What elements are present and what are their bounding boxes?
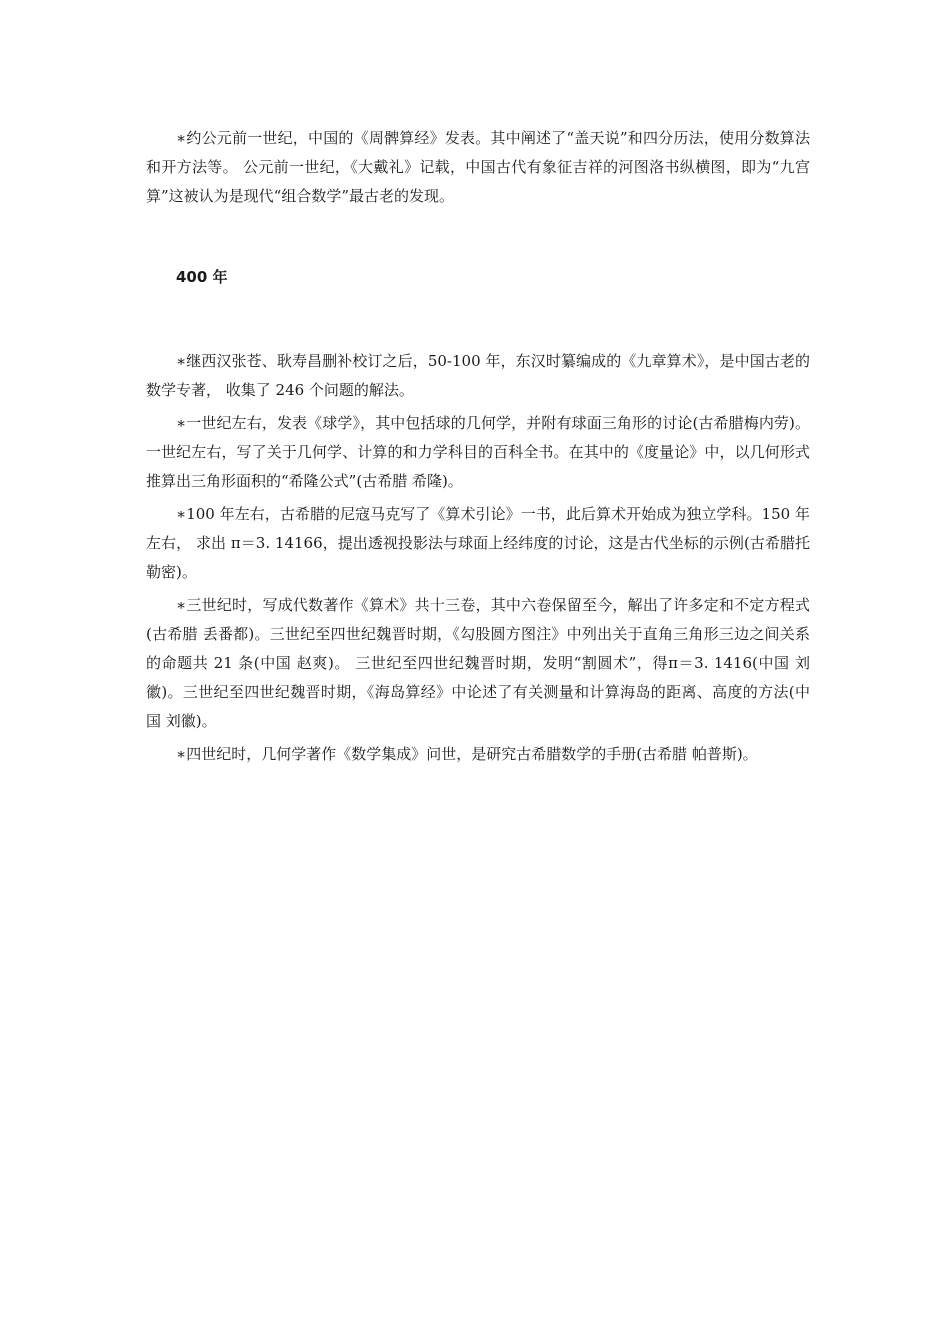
paragraph-jiuzhang-suanshu: ∗继西汉张苍、耿寿昌删补校订之后，50-100 年，东汉时纂编成的《九章算术》，是中国古老的数学专著， 收集了 246 个问题的解法。	[146, 352, 810, 399]
paragraph-arithmetic-introduction: ∗100 年左右，古希腊的尼寇马克写了《算术引论》一书，此后算术开始成为独立学科。150 年左右， 求出 π＝3. 14166，提出透视投影法与球面上经纬度的讨论，这是古代坐标的示例(古希腊托勒密)。	[146, 505, 810, 581]
section-heading-400: 400 年	[176, 268, 228, 286]
paragraph-zhoubi-suanjing: ∗约公元前一世纪，中国的《周髀算经》发表。其中阐述了“盖天说”和四分历法，使用分数算法和开方法等。 公元前一世纪，《大戴礼》记载，中国古代有象征吉祥的河图洛书纵横图，即为“九宫算”这被认为是现代“组合数学”最古老的发现。	[146, 129, 810, 205]
document-body	[146, 124, 810, 773]
paragraph-third-century: ∗三世纪时，写成代数著作《算术》共十三卷，其中六卷保留至今，解出了许多定和不定方程式(古希腊 丢番都)。三世纪至四世纪魏晋时期，《勾股圆方图注》中列出关于直角三角形三边之间关系的命题共 21 条(中国 赵爽)。 三世纪至四世纪魏晋时期，发明“割圆术”，得π＝3. 1416(中国 刘徽)。三世纪至四世纪魏晋时期，《海岛算经》中论述了有关测量和计算海岛的距离、高度的方法(中国 刘徽)。	[146, 596, 810, 730]
paragraph-fourth-century: ∗四世纪时，几何学著作《数学集成》问世，是研究古希腊数学的手册(古希腊 帕普斯)。	[176, 745, 758, 763]
paragraph-spherics: ∗一世纪左右，发表《球学》，其中包括球的几何学，并附有球面三角形的讨论(古希腊梅内劳)。 一世纪左右，写了关于几何学、计算的和力学科目的百科全书。在其中的《度量论》中，以几何形式推算出三角形面积的“希隆公式”(古希腊 希隆)。	[146, 414, 810, 490]
